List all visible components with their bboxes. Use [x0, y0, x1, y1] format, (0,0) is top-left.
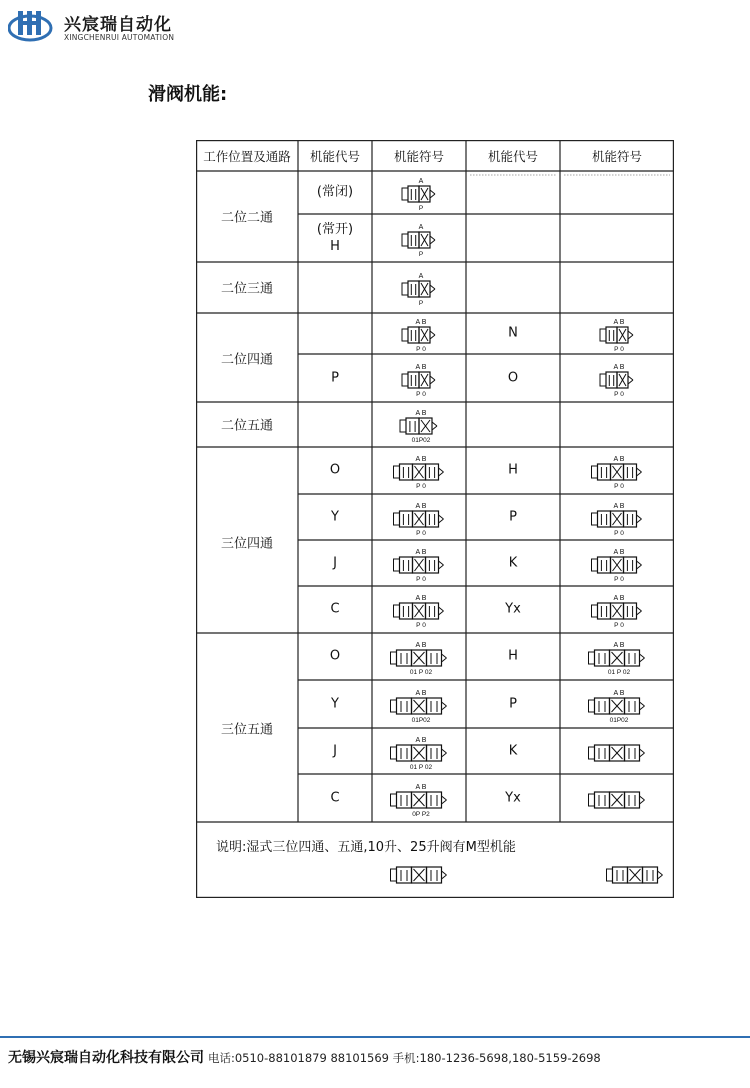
valve-3-5-p-icon [589, 690, 645, 724]
valve-3-5-y-icon [391, 690, 447, 724]
header-code-right: 机能代号 [487, 149, 539, 164]
svg-text:P: P [418, 251, 424, 258]
page-footer [8, 1047, 601, 1067]
svg-text:P 0: P 0 [614, 576, 624, 583]
page-heading: 滑阀机能: [148, 84, 228, 105]
valve-2-3-icon [402, 273, 435, 307]
svg-text:P 0: P 0 [614, 530, 624, 537]
valve-3-5-c-icon [391, 784, 447, 818]
svg-text:P 0: P 0 [416, 576, 426, 583]
function-code-right: O [507, 370, 519, 386]
header-position: 工作位置及通路 [203, 149, 291, 164]
valve-3-4-right-icon [592, 549, 642, 583]
svg-text:A: A [418, 178, 424, 185]
footer-company: 无锡兴宸瑞自动化科技有限公司 [8, 1050, 204, 1066]
svg-text:A B: A B [415, 319, 427, 326]
svg-text:P: P [418, 205, 424, 212]
svg-text:A B: A B [415, 456, 427, 463]
function-code-right: Yx [505, 790, 521, 806]
valve-3-4-left-icon [394, 549, 444, 583]
svg-text:0P P2: 0P P2 [412, 811, 430, 818]
table-note: 说明:湿式三位四通、五通,10升、25升阀有M型机能 [216, 840, 516, 855]
svg-text:A: A [418, 273, 424, 280]
svg-text:A B: A B [613, 595, 625, 602]
svg-text:P 0: P 0 [614, 391, 624, 398]
svg-text:P 0: P 0 [614, 622, 624, 629]
svg-text:A B: A B [415, 690, 427, 697]
valve-3-4-right-icon [592, 456, 642, 490]
valve-m-4-icon [391, 867, 447, 883]
svg-text:P 0: P 0 [614, 346, 624, 353]
valve-2-2-no-icon [402, 224, 435, 258]
svg-text:P 0: P 0 [416, 622, 426, 629]
valve-2-4-o-icon [600, 364, 633, 398]
function-code-left: Y [331, 509, 339, 525]
function-code-right: H [508, 462, 518, 478]
function-code-left: (常开) H [316, 222, 354, 254]
svg-text:A B: A B [613, 642, 625, 649]
svg-text:P 0: P 0 [614, 483, 624, 490]
svg-text:01 P 02: 01 P 02 [409, 669, 433, 676]
function-code-left: J [333, 555, 337, 571]
function-code-left: P [331, 370, 339, 386]
svg-text:A B: A B [415, 549, 427, 556]
logo-mark-icon [8, 8, 56, 42]
group-label: 三位五通 [220, 722, 274, 738]
svg-text:A B: A B [613, 503, 625, 510]
svg-text:A B: A B [415, 595, 427, 602]
valve-2-5-icon [400, 410, 437, 444]
valve-3-4-left-icon [394, 456, 444, 490]
function-code-right: P [509, 509, 517, 525]
group-label: 二位四通 [220, 352, 274, 368]
valve-2-4-p-icon [402, 364, 435, 398]
group-label: 三位四通 [220, 536, 274, 552]
group-label: 二位二通 [220, 210, 274, 226]
header-code-left: 机能代号 [309, 149, 361, 164]
group-label: 二位三通 [220, 281, 274, 297]
function-code-right: P [509, 696, 517, 712]
svg-text:A: A [418, 224, 424, 231]
svg-text:01P02: 01P02 [411, 437, 431, 444]
valve-3-5-yx-icon [589, 792, 645, 808]
svg-text:A B: A B [613, 456, 625, 463]
svg-text:A B: A B [415, 784, 427, 791]
company-logo [8, 8, 198, 44]
function-code-left: O [329, 462, 341, 478]
valve-3-5-h-icon [589, 642, 645, 676]
function-code-left: O [329, 648, 341, 664]
footer-divider [0, 1036, 750, 1038]
svg-text:01 P 02: 01 P 02 [607, 669, 631, 676]
function-code-right: H [508, 648, 518, 664]
function-code-left: C [330, 601, 340, 617]
function-code-left: (常闭) [316, 184, 354, 200]
valve-m-5-icon [607, 867, 663, 883]
svg-text:P: P [418, 300, 424, 307]
brand-name-cn: 兴宸瑞自动化 [64, 15, 172, 35]
svg-text:P 0: P 0 [416, 483, 426, 490]
svg-text:01 P 02: 01 P 02 [409, 764, 433, 771]
svg-text:A B: A B [613, 319, 625, 326]
valve-3-5-j-icon [391, 737, 447, 771]
function-code-right: K [508, 555, 518, 571]
brand-name-en: XINGCHENRUI AUTOMATION [64, 33, 175, 42]
spool-function-table [196, 140, 674, 898]
svg-text:A B: A B [613, 364, 625, 371]
function-code-right: Yx [505, 601, 521, 617]
svg-text:A B: A B [613, 690, 625, 697]
function-code-left: J [333, 743, 337, 759]
header-symbol-right: 机能符号 [591, 149, 643, 164]
svg-text:P 0: P 0 [416, 530, 426, 537]
valve-2-4-n-icon [600, 319, 633, 353]
svg-text:P 0: P 0 [416, 346, 426, 353]
svg-text:01P02: 01P02 [411, 717, 431, 724]
svg-text:A B: A B [415, 410, 427, 417]
valve-3-4-left-icon [394, 503, 444, 537]
group-label: 二位五通 [220, 418, 274, 434]
header-symbol-left: 机能符号 [393, 149, 445, 164]
valve-3-4-right-icon [592, 595, 642, 629]
valve-2-2-nc-icon [402, 178, 435, 212]
svg-text:01P02: 01P02 [609, 717, 629, 724]
svg-text:A B: A B [415, 364, 427, 371]
svg-text:A B: A B [613, 549, 625, 556]
table-grid [196, 140, 674, 898]
valve-3-5-k-icon [589, 745, 645, 761]
valve-3-4-left-icon [394, 595, 444, 629]
function-code-left: C [330, 790, 340, 806]
valve-2-4-icon [402, 319, 435, 353]
svg-text:A B: A B [415, 503, 427, 510]
function-code-right: N [508, 325, 518, 341]
function-code-left: Y [331, 696, 339, 712]
valve-3-5-o-icon [391, 642, 447, 676]
footer-contact: 电话:0510-88101879 88101569 手机:180-1236-5698,180-5159-2698 [207, 1051, 601, 1065]
svg-text:A B: A B [415, 642, 427, 649]
svg-text:P 0: P 0 [416, 391, 426, 398]
valve-3-4-right-icon [592, 503, 642, 537]
function-code-right: K [508, 743, 518, 759]
svg-text:A B: A B [415, 737, 427, 744]
